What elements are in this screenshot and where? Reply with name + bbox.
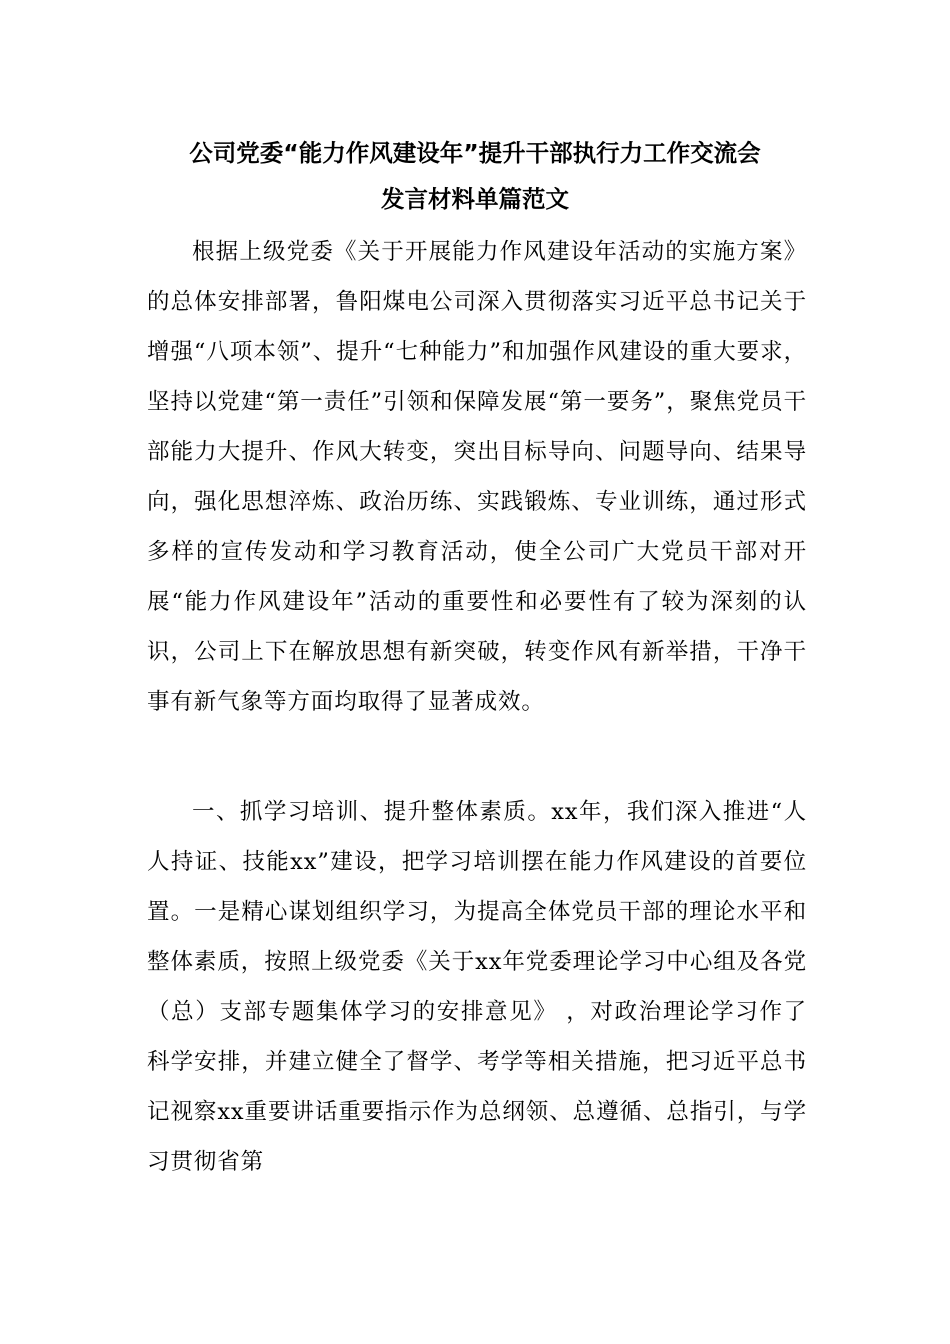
body-paragraph-intro: 根据上级党委《关于开展能力作风建设年活动的实施方案》的总体安排部署，鲁阳煤电公司深入贯彻落实习近平总书记关于增强“八项本领”、提升“七种能力”和加强作风建设的重大要求，坚持以党建“第一责任”引领和保障发展“第一要务”，聚焦党员干部能力大提升、作风大转变，突出目标导向、问题导向、结果导向，强化思想淬炼、政治历练、实践锻炼、专业训练，通过形式多样的宣传发动和学习教育活动，使全公司广大党员干部对开展“能力作风建设年”活动的重要性和必要性有了较为深刻的认识，公司上下在解放思想有新突破，转变作风有新举措，干净干事有新气象等方面均取得了显著成效。 xyxy=(147,239,807,715)
document-title-line-2: 发言材料单篇范文 xyxy=(381,185,569,213)
document-title-line-1: 公司党委“能力作风建设年”提升干部执行力工作交流会 xyxy=(189,139,761,167)
body-paragraph-section-1: 一、抓学习培训、提升整体素质。xx年，我们深入推进“人人持证、技能xx”建设，把学习培训摆在能力作风建设的首要位置。一是精心谋划组织学习，为提高全体党员干部的理论水平和整体素质，按照上级党委《关于xx年党委理论学习中心组及各党（总）支部专题集体学习的安排意见》 ，对政治理论学习作了科学安排，并建立健全了督学、考学等相关措施，把习近平总书记视察xx重要讲话重要指示作为总纲领、总遵循、总指引，与学习贯彻省第 xyxy=(147,799,807,1175)
